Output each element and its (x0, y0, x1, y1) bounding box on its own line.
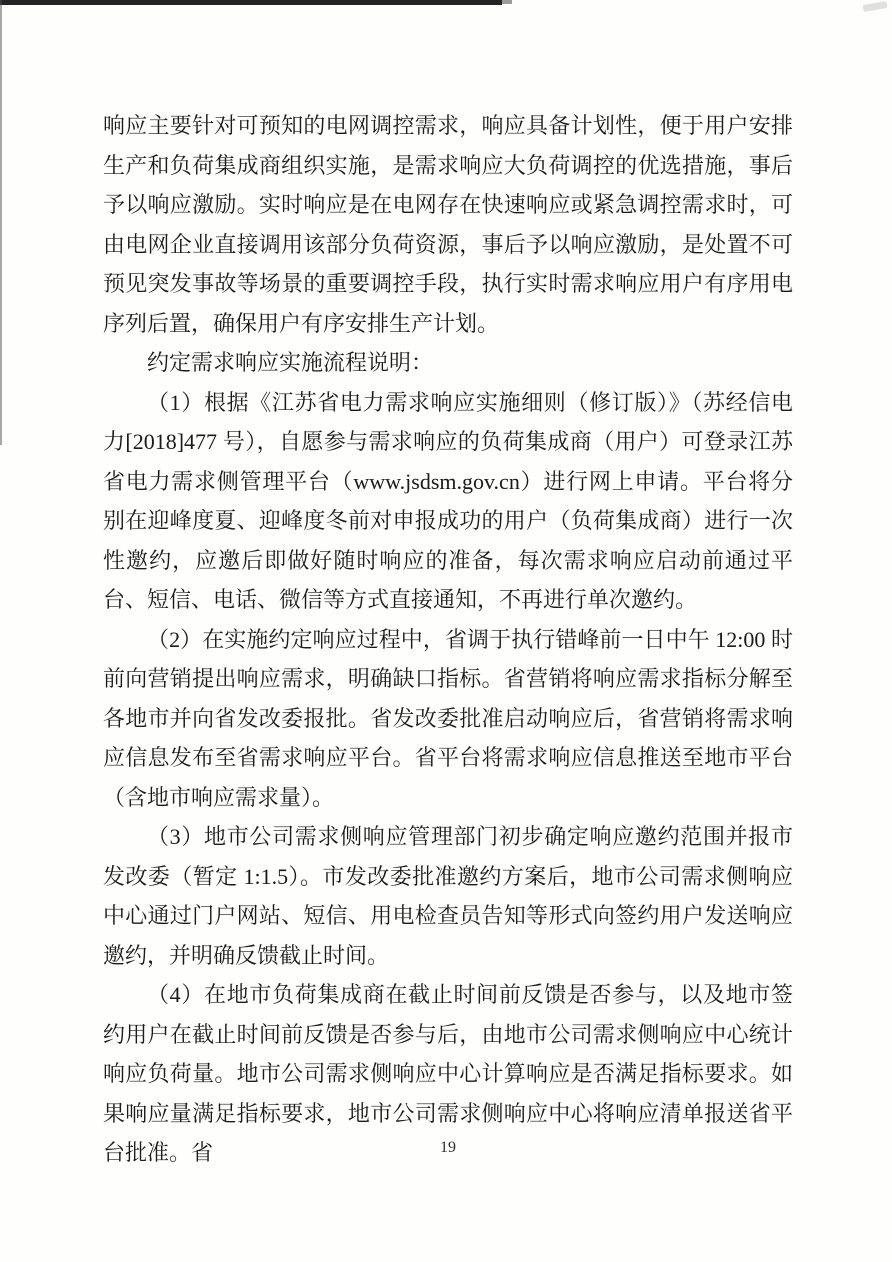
paragraph: 约定需求响应实施流程说明： (147, 350, 434, 375)
scan-edge-artifact-top (0, 0, 502, 5)
scan-edge-artifact-left (0, 0, 2, 445)
paragraph: 响应主要针对可预知的电网调控需求，响应具备计划性，便于用户安排生产和负荷集成商组织实施，是需求响应大负荷调控的优选措施，事后予以响应激励。实时响应是在电网存在快速响应或紧急调控需求时，可由电网企业直接调用该部分负荷资源，事后予以响应激励，是处置不可预见突发事故等场景的重要调控手段，执行实时需求响应用户有序用电序列后置，确保用户有序安排生产计划。 (103, 113, 793, 336)
scan-smudge-top-right (863, 1, 888, 12)
paragraph: （3）地市公司需求侧响应管理部门初步确定响应邀约范围并报市发改委（暂定 1:1.5）。市发改委批准邀约方案后，地市公司需求侧响应中心通过门户网站、短信、用电检查员告知等形式向签约用户发送响应邀约，并明确反馈截止时间。 (103, 824, 793, 968)
page-body-text (103, 106, 793, 1173)
paragraph: （4）在地市负荷集成商在截止时间前反馈是否参与，以及地市签约用户在截止时间前反馈是否参与后，由地市公司需求侧响应中心统计响应负荷量。地市公司需求侧响应中心计算响应是否满足指标要求。如果响应量满足指标要求，地市公司需求侧响应中心将响应清单报送省平台批准。省 (103, 982, 793, 1165)
paragraph: （2）在实施约定响应过程中，省调于执行错峰前一日中午 12:00 时前向营销提出响应需求，明确缺口指标。省营销将响应需求指标分解至各地市并向省发改委报批。省发改委批准启动响应后，省营销将需求响应信息发布至省需求响应平台。省平台将需求响应信息推送至地市平台（含地市响应需求量）。 (103, 626, 793, 810)
paragraph: （1）根据《江苏省电力需求响应实施细则（修订版）》（苏经信电力[2018]477 号），自愿参与需求响应的负荷集成商（用户）可登录江苏省电力需求侧管理平台（www.jsdsm.gov.cn）进行网上申请。平台将分别在迎峰度夏、迎峰度冬前对申报成功的用户（负荷集成商）进行一次性邀约，应邀后即做好随时响应的准备，每次需求响应启动前通过平台、短信、电话、微信等方式直接通知，不再进行单次邀约。 (103, 389, 793, 612)
page-number: 19 (440, 1139, 456, 1156)
